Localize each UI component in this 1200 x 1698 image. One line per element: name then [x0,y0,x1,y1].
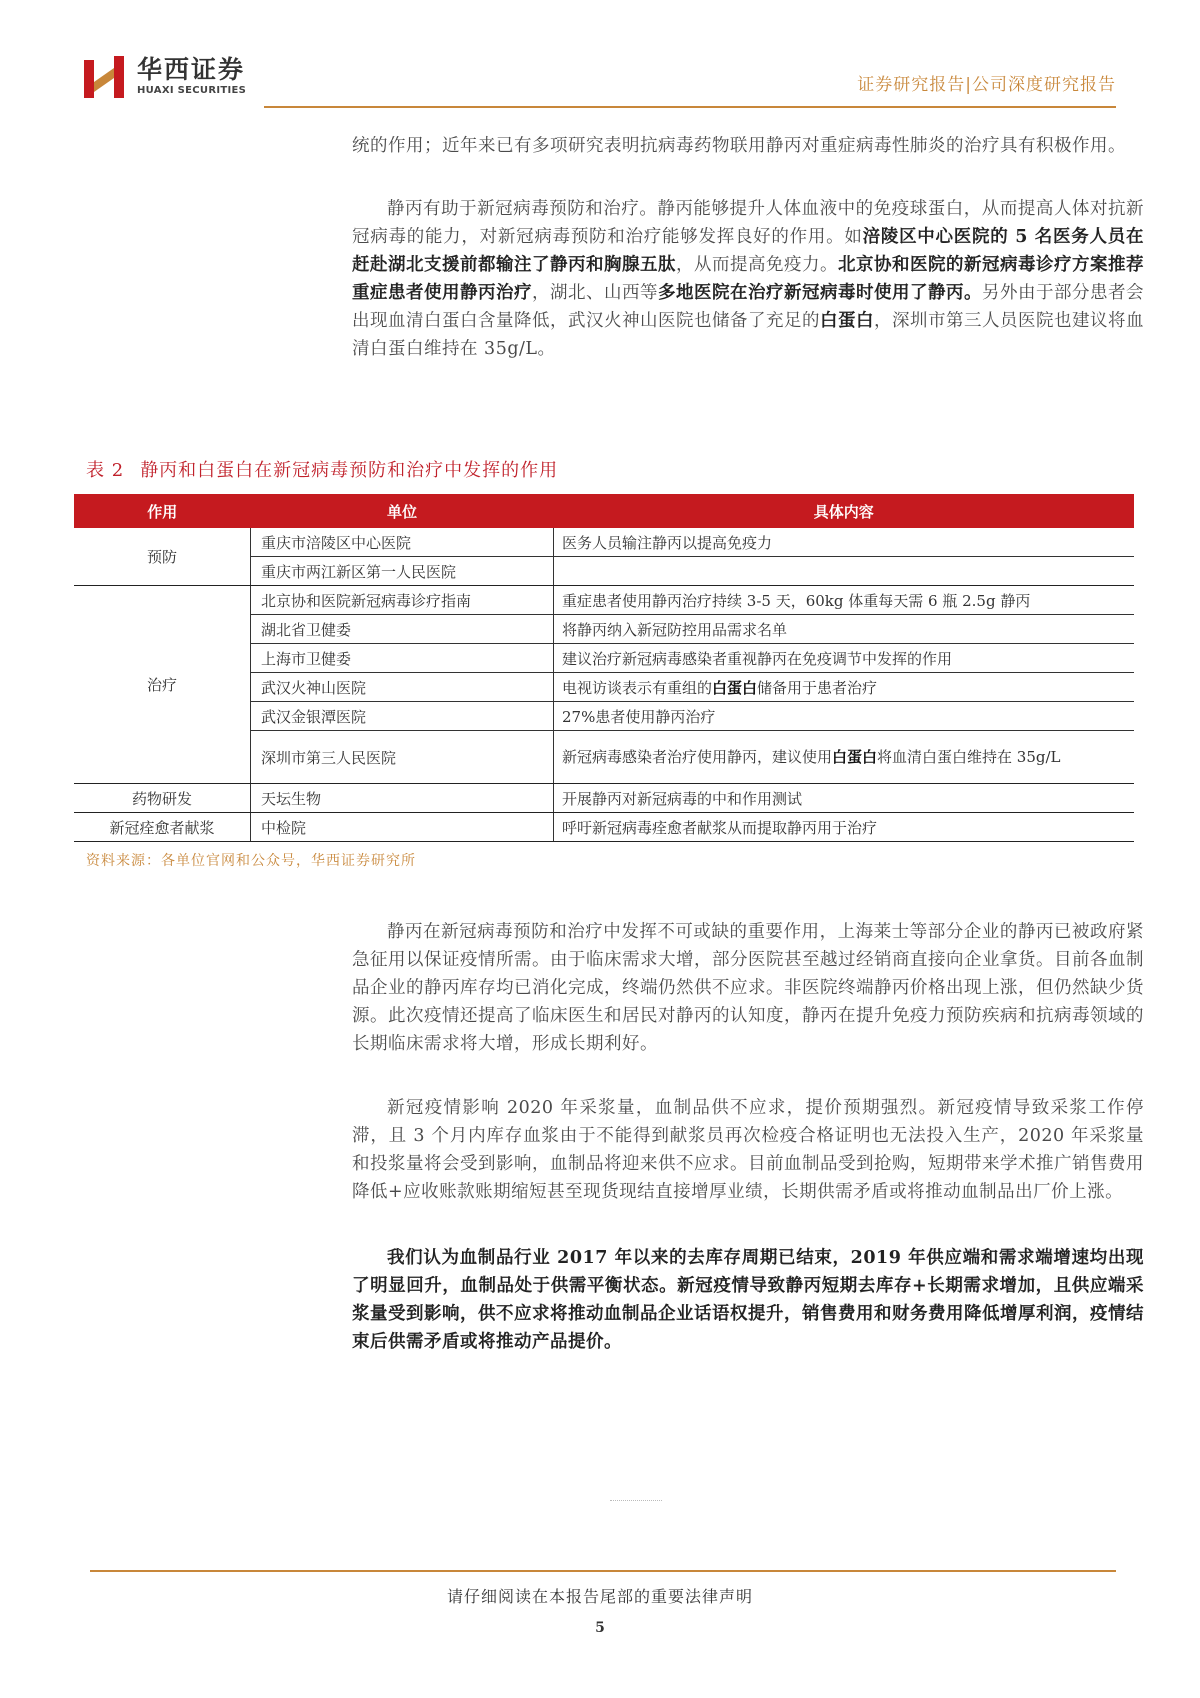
content-cell [554,557,1135,586]
content-part: 电视访谈表示有重组的 [562,678,713,697]
content-part: 新冠病毒感染者治疗使用静丙，建议使用 [562,748,833,766]
unit-cell: 武汉火神山医院 [251,673,554,702]
content-cell [554,731,1135,784]
paragraph-4 [352,1094,1144,1206]
p2-a: 静丙有助于新冠病毒预防和治疗。静丙能够提升人体血液中的免疫球蛋白，从而提高人体对抗新冠病毒的能力，对新冠病毒预防和治疗能够发挥良好的作用。如 [352,199,1144,247]
unit-cell: 上海市卫健委 [251,644,554,673]
table-caption-title: 静丙和白蛋白在新冠病毒预防和治疗中发挥的作用 [140,460,559,481]
role-research: 药物研发 [74,784,251,813]
paragraph-1-text: 统的作用；近年来已有多项研究表明抗病毒药物联用静丙对重症病毒性肺炎的治疗具有积极作用。 [352,136,1126,156]
unit-cell: 武汉金银潭医院 [251,702,554,731]
brand [137,56,246,98]
content-cell: 呼吁新冠病毒痊愈者献浆从而提取静丙用于治疗 [554,813,1135,842]
paragraph-4-text: 新冠疫情影响 2020 年采浆量，血制品供不应求，提价预期强烈。新冠疫情导致采浆工作停滞，且 3 个月内库存血浆由于不能得到献浆员再次检疫合格证明也无法投入生产，2020 年采浆量和投浆量将会受到影响，血制品将迎来供不应求。目前血制品受到抢购，短期带来学术推广销售费用降低+应收账款账期缩短甚至现货现结直接增厚业绩，长期供需矛盾或将推动血制品出厂价上涨。 [352,1098,1144,1202]
header-divider [264,106,1116,108]
unit-cell: 深圳市第三人民医院 [251,731,554,784]
table-header-row [74,494,1134,528]
role-treatment: 治疗 [74,586,251,784]
data-table [74,494,1134,842]
paragraph-3-text: 静丙在新冠病毒预防和治疗中发挥不可或缺的重要作用，上海莱士等部分企业的静丙已被政府紧急征用以保证疫情所需。由于临床需求大增，部分医院甚至越过经销商直接向企业拿货。目前各血制品企业的静丙库存均已消化完成，终端仍然供不应求。非医院终端静丙价格出现上涨，但仍然缺少货源。此次疫情还提高了临床医生和居民对静丙的认知度，静丙在提升免疫力预防疾病和抗病毒领域的长期临床需求将大增，形成长期利好。 [352,922,1144,1054]
unit-cell: 天坛生物 [251,784,554,813]
p2-d: 北京协和医院的新冠病毒诊疗方案推荐重症患者使用静丙治疗 [352,255,1144,303]
p2-i: ，深圳市第三人员医院也建议将血清白蛋白维持在 35g/L。 [352,311,1144,359]
unit-cell: 中检院 [251,813,554,842]
content-part: 将血清白蛋白维持在 35g/L [877,748,1061,766]
p2-f: 多地医院在治疗新冠病毒时使用了静丙。 [658,283,982,303]
paragraph-5-text: 我们认为血制品行业 2017 年以来的去库存周期已结束，2019 年供应端和需求端增速均出现了明显回升，血制品处于供需平衡状态。新冠疫情导致静丙短期去库存+长期需求增加，且供应端采浆量受到影响，供不应求将推动血制品企业话语权提升，销售费用和财务费用降低增厚利润，疫情结束后供需矛盾或将推动产品提价。 [352,1248,1144,1352]
table-row [74,586,1134,615]
content-cell: 建议治疗新冠病毒感染者重视静丙在免疫调节中发挥的作用 [554,644,1135,673]
content-bold: 白蛋白 [712,678,758,697]
p2-g: 另外由于部分患者会出现血清白蛋白含量降低，武汉火神山医院也储备了充足的 [352,283,1144,331]
paragraph-3 [352,918,1144,1058]
huaxi-logo [84,56,128,98]
table-row [74,784,1134,813]
role-donation: 新冠痊愈者献浆 [74,813,251,842]
content-part: 储备用于患者治疗 [757,678,878,697]
table-source: 资料来源：各单位官网和公众号，华西证券研究所 [86,853,416,869]
content-cell: 开展静丙对新冠病毒的中和作用测试 [554,784,1135,813]
paragraph-5 [352,1244,1144,1356]
footer-divider [90,1570,1116,1572]
p2-e: ，湖北、山西等 [532,283,658,303]
content-cell: 医务人员输注静丙以提高免疫力 [554,528,1135,557]
content-cell: 将静丙纳入新冠防控用品需求名单 [554,615,1135,644]
p2-c: ，从而提高免疫力。 [676,255,838,275]
p2-b: 涪陵区中心医院的 5 名医务人员在赶赴湖北支援前都输注了静丙和胸腺五肽 [352,227,1144,275]
content-cell: 重症患者使用静丙治疗持续 3-5 天，60kg 体重每天需 6 瓶 2.5g 静丙 [554,586,1135,615]
content-cell [554,673,1135,702]
paragraph-1 [352,132,1144,160]
table-row [74,813,1134,842]
unit-cell: 重庆市两江新区第一人民医院 [251,557,554,586]
legal-notice: 请仔细阅读在本报告尾部的重要法律声明 [446,1587,753,1606]
brand-name-cn: 华西证券 [137,55,246,84]
table-row [74,528,1134,557]
header-role: 作用 [74,494,251,528]
unit-cell: 重庆市涪陵区中心医院 [251,528,554,557]
brand-name-en: HUAXI SECURITIES [137,85,247,96]
content-cell: 27%患者使用静丙治疗 [554,702,1135,731]
role-prevention: 预防 [74,528,251,586]
unit-cell: 湖北省卫健委 [251,615,554,644]
content-bold: 白蛋白 [832,748,878,766]
paragraph-2 [352,195,1144,363]
unit-cell: 北京协和医院新冠病毒诊疗指南 [251,586,554,615]
p2-h: 白蛋白 [820,311,874,331]
decorative-dots [610,1500,662,1501]
header-content: 具体内容 [554,494,1135,528]
page-number: 5 [595,1620,605,1636]
report-type: 证券研究报告|公司深度研究报告 [857,75,1116,95]
table-caption [86,456,558,482]
table-caption-number: 表 2 [86,460,125,481]
header-unit: 单位 [251,494,554,528]
